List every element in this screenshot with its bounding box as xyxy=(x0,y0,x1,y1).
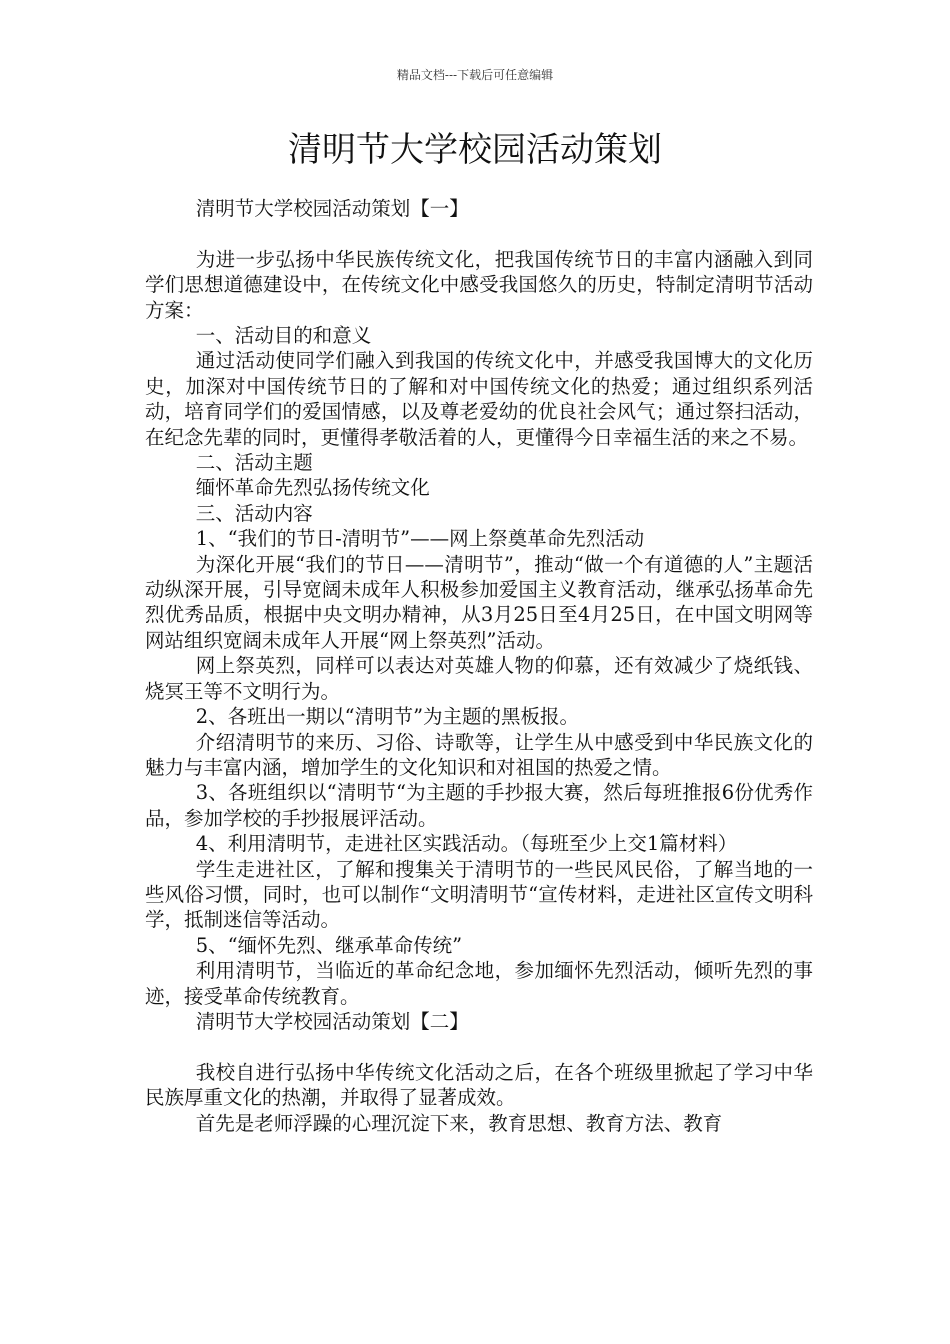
activity-item-2: 2、各班出一期以“清明节”为主题的黑板报。 xyxy=(195,705,580,729)
activity-1-note: 网上祭英烈，同样可以表达对英雄人物的仰慕，还有效减少了烧纸钱、烧冥王等不文明行为。 xyxy=(145,654,813,703)
page-header-note: 精品文档---下载后可任意编辑 xyxy=(396,68,554,82)
activity-item-1: 1、“我们的节日-清明节”——网上祭奠革命先烈活动 xyxy=(195,527,645,551)
theme-paragraph: 缅怀革命先烈弘扬传统文化 xyxy=(195,476,430,500)
document-title: 清明节大学校园活动策划 xyxy=(288,130,662,170)
section-heading-two: 清明节大学校园活动策划【二】 xyxy=(195,1009,469,1033)
subheading-theme: 二、活动主题 xyxy=(195,451,313,475)
activity-item-4: 4、利用清明节，走进社区实践活动。（每班至少上交1篇材料） xyxy=(195,832,738,856)
section-heading-one: 清明节大学校园活动策划【一】 xyxy=(195,197,469,220)
activity-item-5: 5、“缅怀先烈、继承革命传统” xyxy=(195,933,463,957)
activity-2-paragraph: 介绍清明节的来历、习俗、诗歌等，让学生从中感受到中华民族文化的魅力与丰富内涵，增加学生的文化知识和对祖国的热爱之情。 xyxy=(145,730,813,779)
subheading-purpose: 一、活动目的和意义 xyxy=(195,324,372,348)
intro-paragraph: 为进一步弘扬中华民族传统文化，把我国传统节日的丰富内涵融入到同学们思想道德建设中，在传统文化中感受我国悠久的历史，特制定清明节活动方案： xyxy=(145,247,813,322)
subheading-content: 三、活动内容 xyxy=(195,501,313,525)
document-body xyxy=(145,196,813,1136)
activity-1-paragraph: 为深化开展“我们的节日——清明节”，推动“做一个有道德的人”主题活动纵深开展，引导宽阔未成年人积极参加爱国主义教育活动，继承弘扬革命先烈优秀品质，根据中央文明办精神，从3月25日至4月25日，在中国文明网等网站组织宽阔未成年人开展“网上祭英烈”活动。 xyxy=(145,552,813,652)
section-two-paragraph: 我校自进行弘扬中华传统文化活动之后，在各个班级里掀起了学习中华民族厚重文化的热潮，并取得了显著成效。 xyxy=(145,1060,813,1110)
activity-item-3: 3、各班组织以“清明节“为主题的手抄报大赛，然后每班推报6份优秀作品，参加学校的手抄报展评活动。 xyxy=(145,781,813,830)
activity-4-paragraph: 学生走进社区，了解和搜集关于清明节的一些民风民俗，了解当地的一些风俗习惯，同时，也可以制作“文明清明节“宣传材料，走进社区宣传文明科学，抵制迷信等活动。 xyxy=(145,857,813,932)
activity-5-paragraph: 利用清明节，当临近的革命纪念地，参加缅怀先烈活动，倾听先烈的事迹，接受革命传统教育。 xyxy=(145,959,813,1008)
section-two-paragraph-cont: 首先是老师浮躁的心理沉淀下来，教育思想、教育方法、教育 xyxy=(195,1111,723,1135)
purpose-paragraph: 通过活动使同学们融入到我国的传统文化中，并感受我国博大的文化历史，加深对中国传统节日的了解和对中国传统文化的热爱；通过组织系列活动，培育同学们的爱国情感，以及尊老爱幼的优良社会风气；通过祭扫活动，在纪念先辈的同时，更懂得孝敬活着的人，更懂得今日幸福生活的来之不易。 xyxy=(145,349,813,449)
